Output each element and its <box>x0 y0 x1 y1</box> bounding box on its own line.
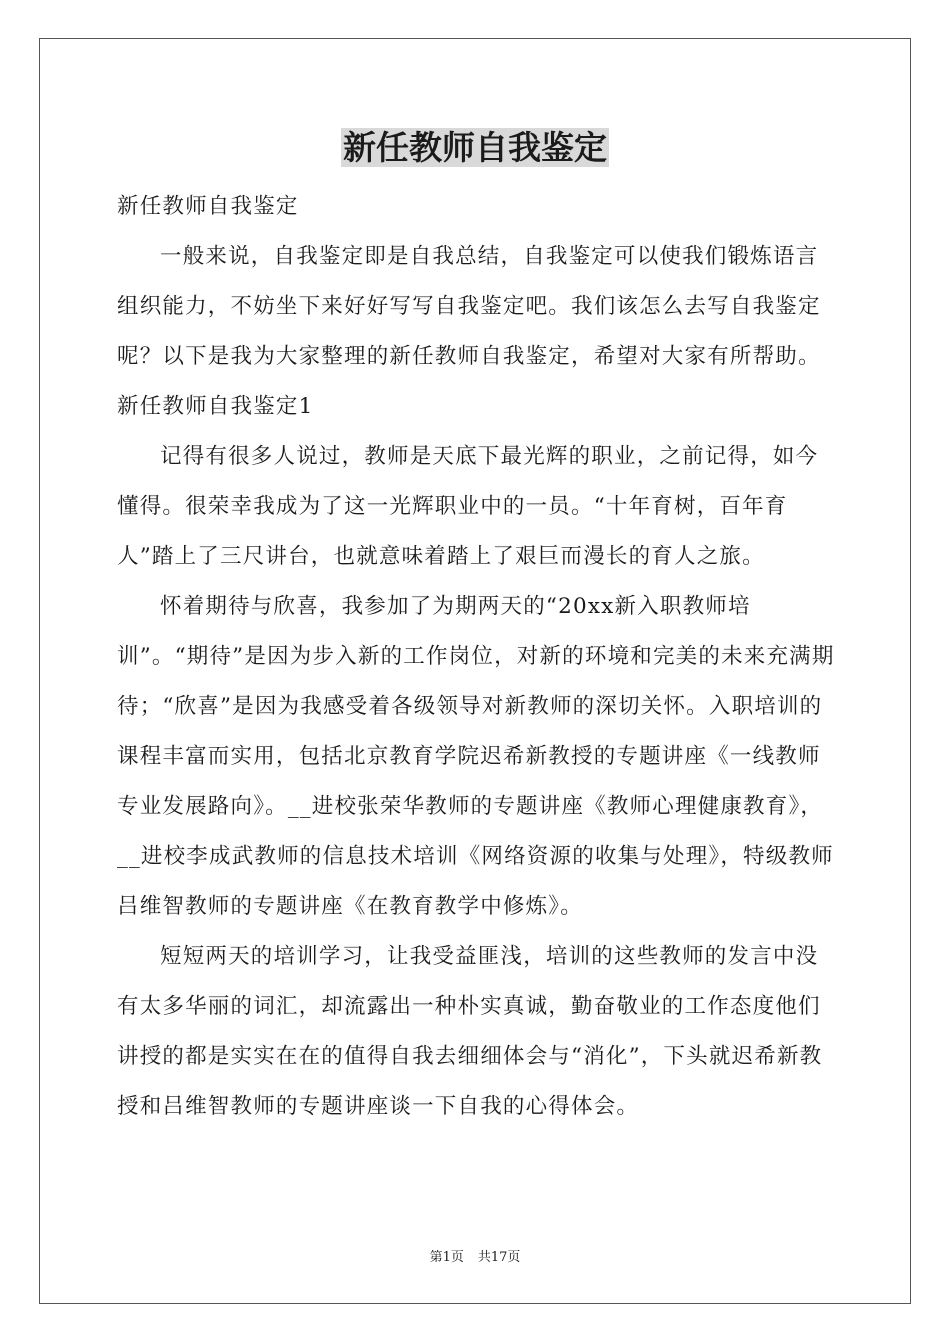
body-paragraph-3: 短短两天的培训学习，让我受益匪浅，培训的这些教师的发言中没有太多华丽的词汇，却流露出一种朴实真诚，勤奋敬业的工作态度他们讲授的都是实实在在的值得自我去细细体会与“消化”，下头就迟希新教授和吕维智教师的专题讲座谈一下自我的心得体会。 <box>117 944 823 1119</box>
document-title <box>0 126 950 170</box>
page-total: 共17页 <box>477 1250 521 1265</box>
body-paragraph-1: 记得有很多人说过，教师是天底下最光辉的职业，之前记得，如今懂得。很荣幸我成为了这一光辉职业中的一员。“十年育树，百年育人”踏上了三尺讲台，也就意味着踏上了艰巨而漫长的育人之旅。 <box>117 444 819 569</box>
page-number: 第1页 <box>429 1250 464 1265</box>
document-title-text: 新任教师自我鉴定 <box>343 128 607 167</box>
document-body <box>117 182 835 1132</box>
intro-paragraph: 一般来说，自我鉴定即是自我总结，自我鉴定可以使我们锻炼语言组织能力，不妨坐下来好好写写自我鉴定吧。我们该怎么去写自我鉴定呢？以下是我为大家整理的新任教师自我鉴定，希望对大家有所帮助。 <box>117 244 821 369</box>
section-heading-1: 新任教师自我鉴定1 <box>117 394 314 419</box>
body-paragraph-2: 怀着期待与欣喜，我参加了为期两天的“20xx新入职教师培训”。“期待”是因为步入新的工作岗位，对新的环境和完美的未来充满期待；“欣喜”是因为我感受着各级领导对新教师的深切关怀。入职培训的课程丰富而实用，包括北京教育学院迟希新教授的专题讲座《一线教师专业发展路向》。__进校张荣华教师的专题讲座《教师心理健康教育》，__进校李成武教师的信息技术培训《网络资源的收集与处理》，特级教师吕维智教师的专题讲座《在教育教学中修炼》。 <box>117 594 835 919</box>
page-footer <box>0 1249 950 1267</box>
document-subtitle: 新任教师自我鉴定 <box>117 194 299 219</box>
